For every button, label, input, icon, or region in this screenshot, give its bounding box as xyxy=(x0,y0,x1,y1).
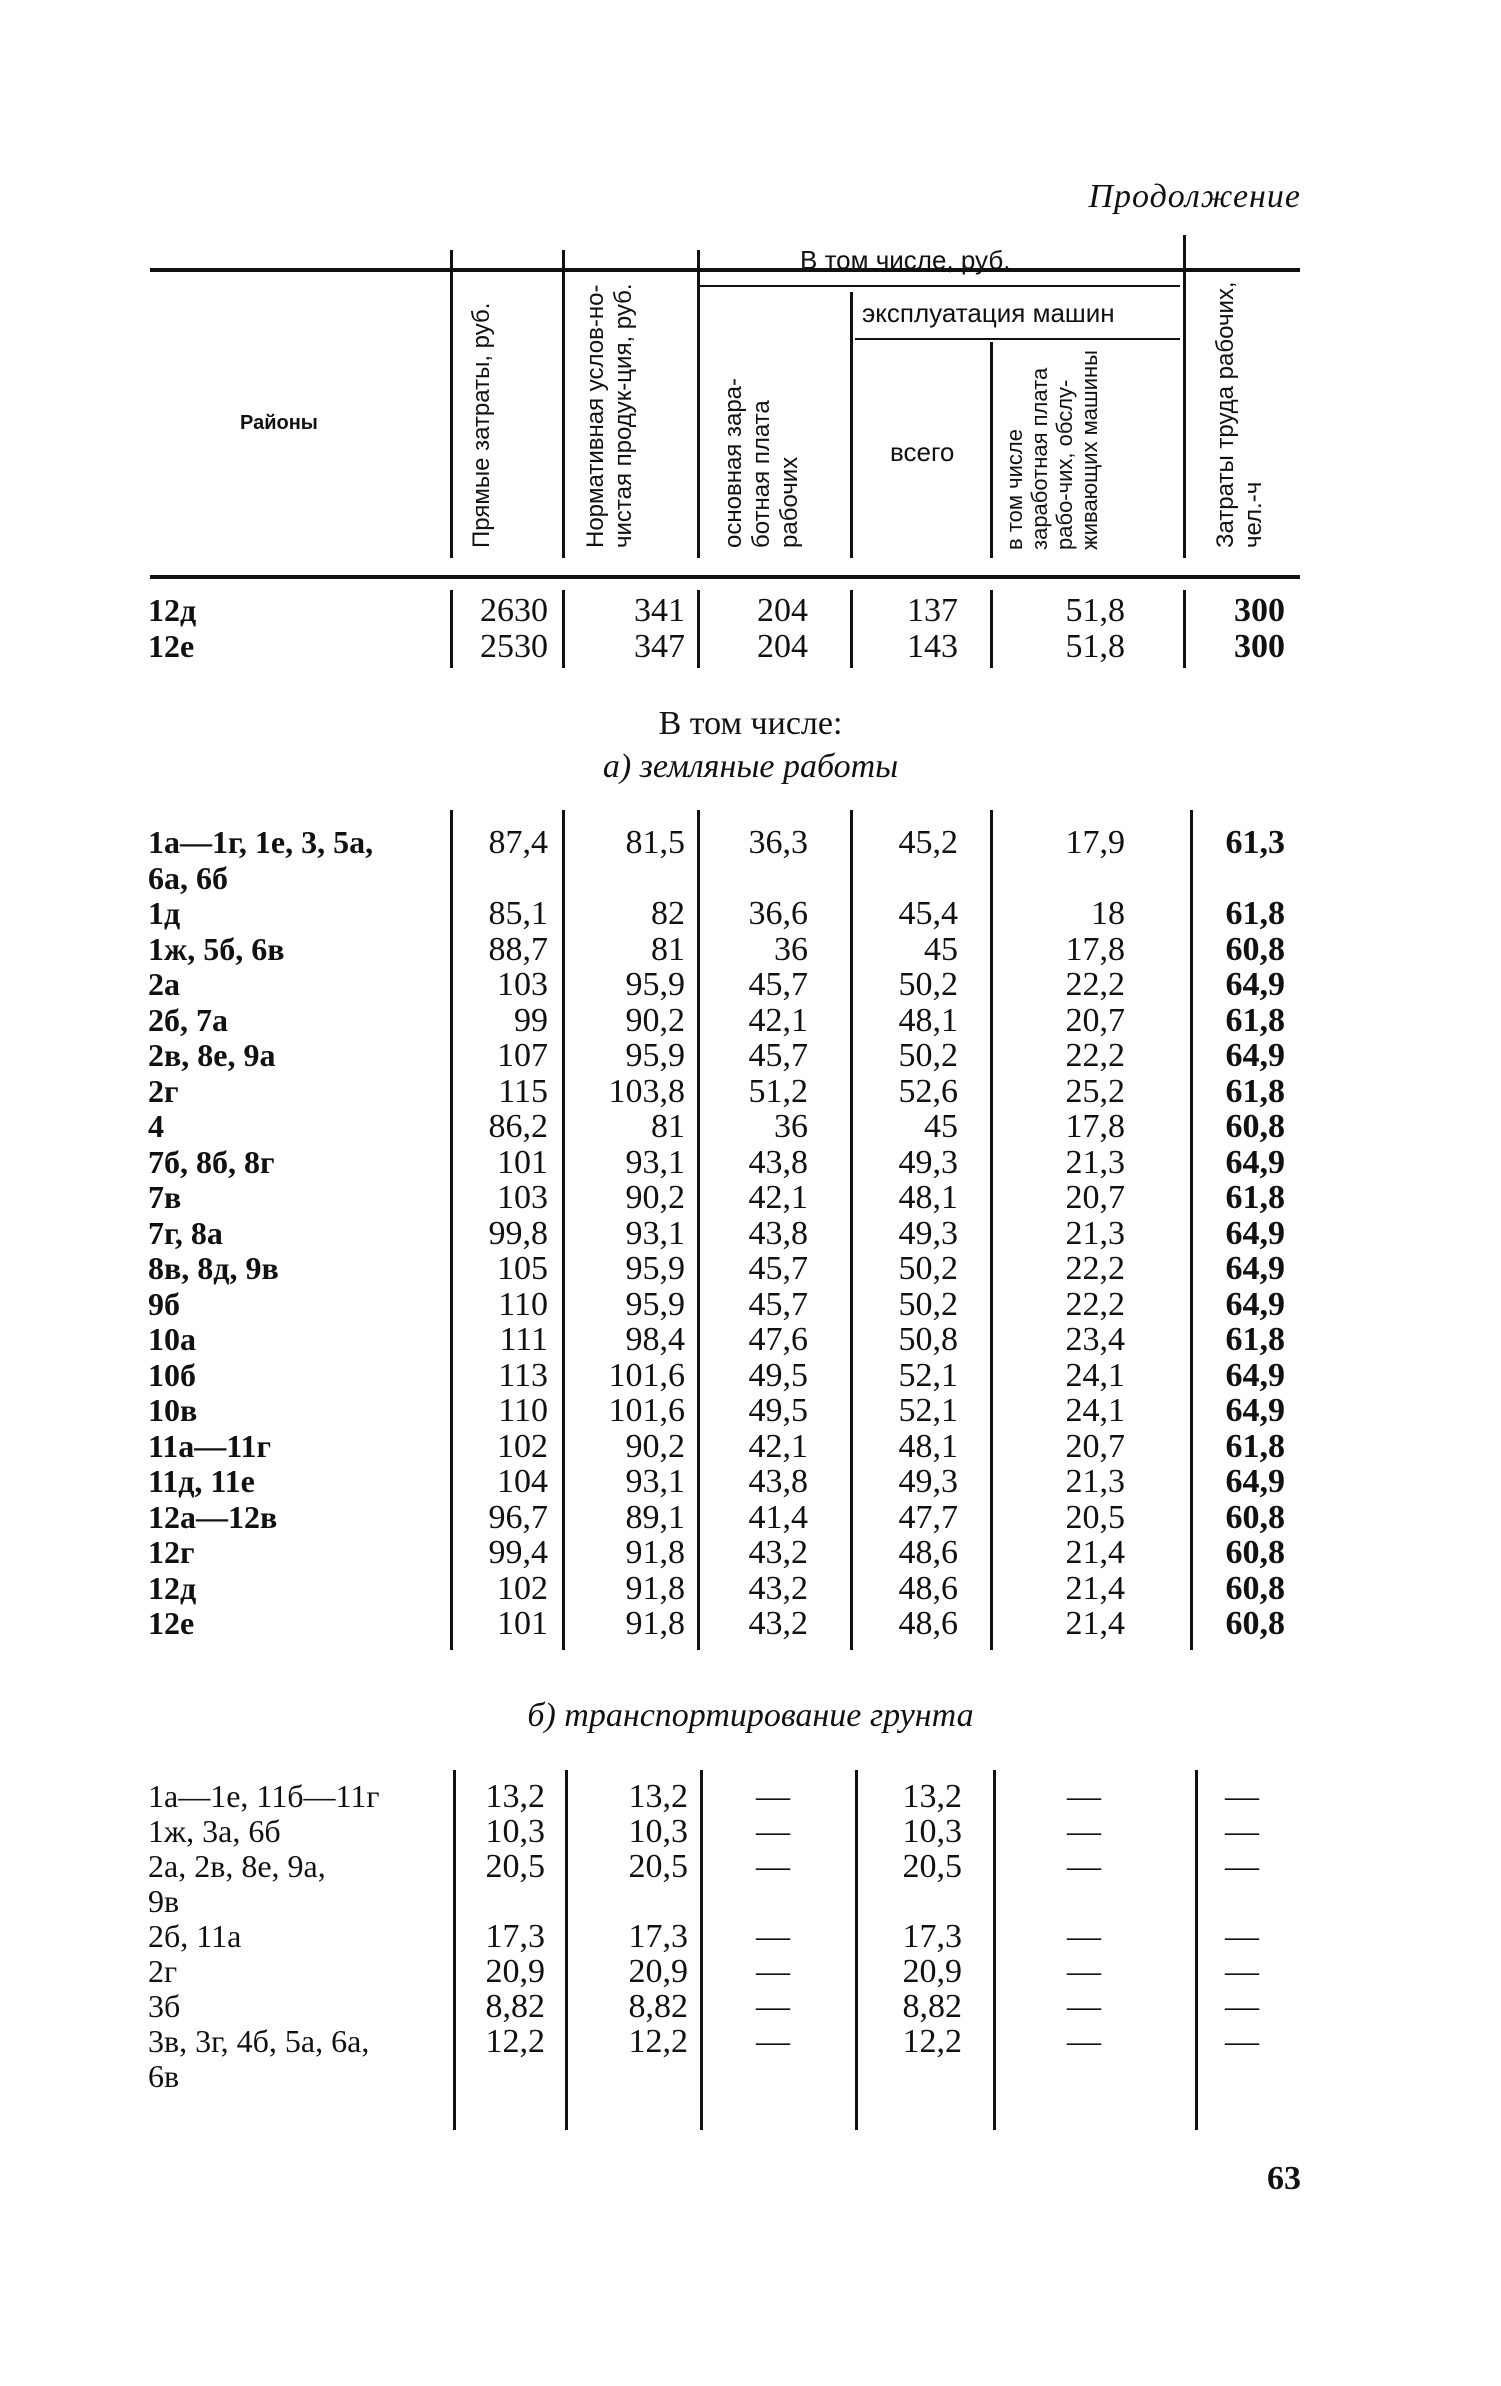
table-row xyxy=(0,966,1501,1002)
row-cell-col-1: 13,2 xyxy=(485,1778,545,1815)
row-cell-col-6: — xyxy=(1225,1778,1259,1815)
row-cell-col-5: — xyxy=(1067,1778,1101,1815)
row-cell-col-3: 45,7 xyxy=(748,1285,808,1323)
row-cell-col-5: 21,3 xyxy=(1065,1463,1125,1500)
row-cell-col-3: 36 xyxy=(774,1108,808,1145)
row-cell-col-6: 61,8 xyxy=(1225,1001,1285,1039)
row-cell-col-6: 61,8 xyxy=(1225,1072,1285,1110)
row-cell-col-3: 47,6 xyxy=(748,1321,808,1358)
row-cell-col-2: 90,2 xyxy=(625,1427,685,1465)
row-region: 1д xyxy=(148,895,181,931)
table-row xyxy=(0,1953,1501,1989)
row-cell-col-3: 43,8 xyxy=(748,1143,808,1181)
row-region: 1а—1г, 1е, 3, 5а, xyxy=(148,824,374,860)
machine-operation-header: эксплуатация машин xyxy=(862,298,1115,328)
row-cell-col-5: 24,1 xyxy=(1065,1356,1125,1394)
table-row xyxy=(0,860,1501,896)
row-cell-col-4: 12,2 xyxy=(902,2023,962,2060)
table-row xyxy=(0,1534,1501,1570)
row-cell-col-5: 22,2 xyxy=(1065,1037,1125,1074)
table-row xyxy=(0,1321,1501,1357)
row-cell-col-1: 17,3 xyxy=(485,1918,545,1955)
table-row xyxy=(0,1179,1501,1215)
row-cell-col-3: — xyxy=(756,1918,790,1955)
row-cell-col-3: 43,8 xyxy=(748,1463,808,1500)
table-row xyxy=(0,1357,1501,1393)
row-cell-col-5: 21,4 xyxy=(1065,1605,1125,1642)
page-number: 63 xyxy=(1267,2160,1301,2197)
header-divider-5 xyxy=(990,342,993,558)
row-cell-col-6: 60,8 xyxy=(1225,1605,1285,1642)
header-divider-4 xyxy=(850,292,853,558)
table-row xyxy=(0,895,1501,931)
row-cell-col-2: 95,9 xyxy=(625,1250,685,1287)
row-cell-col-2: 93,1 xyxy=(625,1214,685,1252)
row-region: 7в xyxy=(148,1179,182,1215)
including-heading: В том числе: xyxy=(658,705,843,742)
row-region: 6в xyxy=(148,2058,180,2094)
table-row xyxy=(0,592,1501,628)
row-cell-col-6: — xyxy=(1225,1813,1259,1850)
header-divider-6 xyxy=(1183,235,1186,558)
row-cell-col-5: 21,3 xyxy=(1065,1143,1125,1181)
row-region: 12е xyxy=(148,1605,195,1641)
table-row xyxy=(0,1918,1501,1954)
row-region: 2г xyxy=(148,1953,178,1989)
row-region: 12д xyxy=(148,592,197,628)
row-cell-col-6: 61,8 xyxy=(1225,895,1285,932)
table-row xyxy=(0,1392,1501,1428)
row-cell-col-3: 36,3 xyxy=(748,824,808,861)
row-cell-col-1: 88,7 xyxy=(488,930,548,968)
row-cell-col-2: 8,82 xyxy=(628,1988,688,2025)
row-cell-col-6: 300 xyxy=(1234,592,1285,629)
row-cell-col-1: 101 xyxy=(497,1143,548,1181)
table-row xyxy=(0,1570,1501,1606)
row-cell-col-1: 87,4 xyxy=(488,824,548,861)
table-row xyxy=(0,1499,1501,1535)
row-cell-col-5: 17,8 xyxy=(1065,930,1125,968)
row-cell-col-2: 90,2 xyxy=(625,1179,685,1216)
table-row xyxy=(0,1073,1501,1109)
row-cell-col-2: 93,1 xyxy=(625,1463,685,1500)
row-cell-col-5: — xyxy=(1067,1918,1101,1955)
row-cell-col-3: — xyxy=(756,1813,790,1850)
row-cell-col-2: 17,3 xyxy=(628,1918,688,1955)
row-cell-col-4: 50,2 xyxy=(898,1250,958,1287)
row-cell-col-5: — xyxy=(1067,1953,1101,1990)
row-cell-col-2: 91,8 xyxy=(625,1605,685,1642)
row-cell-col-1: 99,4 xyxy=(488,1534,548,1571)
row-cell-col-2: 91,8 xyxy=(625,1534,685,1571)
row-cell-col-2: 81 xyxy=(651,1108,685,1145)
row-cell-col-5: 21,4 xyxy=(1065,1534,1125,1571)
row-cell-col-6: 300 xyxy=(1234,628,1285,665)
row-cell-col-6: 64,9 xyxy=(1225,1214,1285,1252)
row-region: 11а—11г xyxy=(148,1427,271,1464)
header-top-rule xyxy=(150,268,1300,272)
row-cell-col-6: — xyxy=(1225,1988,1259,2025)
row-cell-col-1: 102 xyxy=(497,1427,548,1465)
row-region: 12е xyxy=(148,628,195,664)
row-cell-col-4: 10,3 xyxy=(902,1813,962,1850)
row-cell-col-1: 103 xyxy=(497,966,548,1003)
row-cell-col-6: 60,8 xyxy=(1225,930,1285,968)
row-cell-col-6: — xyxy=(1225,2023,1259,2060)
row-cell-col-4: 20,5 xyxy=(902,1848,962,1885)
row-cell-col-6: 64,9 xyxy=(1225,1285,1285,1323)
row-region: 2б, 11а xyxy=(148,1918,242,1954)
row-cell-col-5: 20,5 xyxy=(1065,1498,1125,1536)
normative-net-product-header: Нормативная услов-но-чистая продук-ция, руб. xyxy=(582,283,637,548)
row-cell-col-5: 21,3 xyxy=(1065,1214,1125,1252)
row-cell-col-3: — xyxy=(756,1778,790,1815)
row-cell-col-1: 12,2 xyxy=(485,2023,545,2060)
row-cell-col-3: 36,6 xyxy=(748,895,808,932)
row-cell-col-4: 50,2 xyxy=(898,1285,958,1323)
row-cell-col-2: 82 xyxy=(651,895,685,932)
header-divider-2 xyxy=(562,250,565,558)
row-region: 3б xyxy=(148,1988,181,2024)
row-cell-col-2: 89,1 xyxy=(625,1498,685,1536)
labor-costs-header: Затраты труда рабочих, чел.-ч xyxy=(1212,281,1267,548)
direct-costs-header: Прямые затраты, руб. xyxy=(468,302,495,548)
row-region: 7б, 8б, 8г xyxy=(148,1143,275,1180)
table-row xyxy=(0,1605,1501,1641)
section-a-title: а) земляные работы xyxy=(602,748,899,785)
row-cell-col-2: 20,5 xyxy=(628,1848,688,1885)
row-cell-col-5: 20,7 xyxy=(1065,1001,1125,1039)
row-cell-col-1: 8,82 xyxy=(485,1988,545,2025)
row-cell-col-2: 20,9 xyxy=(628,1953,688,1990)
row-cell-col-4: 52,1 xyxy=(898,1356,958,1394)
row-cell-col-4: 49,3 xyxy=(898,1143,958,1181)
row-cell-col-1: 115 xyxy=(498,1072,548,1110)
row-cell-col-6: — xyxy=(1225,1848,1259,1885)
row-cell-col-6: 60,8 xyxy=(1225,1498,1285,1536)
row-cell-col-2: 95,9 xyxy=(625,1285,685,1323)
row-cell-col-3: 43,2 xyxy=(748,1605,808,1642)
row-cell-col-2: 101,6 xyxy=(608,1392,685,1429)
row-cell-col-1: 102 xyxy=(497,1569,548,1607)
row-cell-col-1: 101 xyxy=(497,1605,548,1642)
row-cell-col-3: — xyxy=(756,2023,790,2060)
row-cell-col-3: 43,8 xyxy=(748,1214,808,1252)
row-region: 9в xyxy=(148,1883,180,1919)
row-cell-col-1: 2530 xyxy=(480,628,548,665)
row-cell-col-2: 347 xyxy=(634,628,685,665)
table-row xyxy=(0,931,1501,967)
row-region: 9б xyxy=(148,1285,180,1322)
row-cell-col-3: — xyxy=(756,1848,790,1885)
row-cell-col-5: 20,7 xyxy=(1065,1179,1125,1216)
row-cell-col-5: 23,4 xyxy=(1065,1321,1125,1358)
row-region: 3в, 3г, 4б, 5а, 6а, xyxy=(148,2023,370,2059)
row-cell-col-1: 20,9 xyxy=(485,1953,545,1990)
row-cell-col-6: 61,8 xyxy=(1225,1427,1285,1465)
row-cell-col-4: 49,3 xyxy=(898,1463,958,1500)
row-cell-col-2: 341 xyxy=(634,592,685,629)
table-row xyxy=(0,1848,1501,1884)
row-cell-col-4: 50,8 xyxy=(898,1321,958,1358)
row-cell-col-1: 105 xyxy=(497,1250,548,1287)
table-row xyxy=(0,1037,1501,1073)
row-cell-col-3: 42,1 xyxy=(748,1179,808,1216)
row-cell-col-3: 42,1 xyxy=(748,1427,808,1465)
row-region: 2г xyxy=(148,1072,179,1109)
row-cell-col-4: 50,2 xyxy=(898,966,958,1003)
row-cell-col-2: 95,9 xyxy=(625,966,685,1003)
row-region: 2б, 7а xyxy=(148,1001,228,1038)
table-row xyxy=(0,1215,1501,1251)
row-region: 8в, 8д, 9в xyxy=(148,1250,279,1286)
row-cell-col-3: 42,1 xyxy=(748,1001,808,1039)
continuation-label: Продолжение xyxy=(1088,178,1301,215)
row-cell-col-3: 51,2 xyxy=(748,1072,808,1110)
row-cell-col-1: 2630 xyxy=(480,592,548,629)
section-b-title: б) транспортирование грунта xyxy=(527,1697,974,1734)
row-cell-col-5: 51,8 xyxy=(1065,628,1125,665)
row-cell-col-4: 50,2 xyxy=(898,1037,958,1074)
row-cell-col-6: — xyxy=(1225,1953,1259,1990)
row-region: 1ж, 5б, 6в xyxy=(148,930,285,967)
row-cell-col-1: 86,2 xyxy=(488,1108,548,1145)
including-rub-header: В том числе, руб. xyxy=(800,245,1011,275)
row-region: 7г, 8а xyxy=(148,1214,223,1251)
row-cell-col-2: 91,8 xyxy=(625,1569,685,1607)
row-cell-col-1: 110 xyxy=(498,1285,548,1323)
row-cell-col-4: 45 xyxy=(924,1108,958,1145)
row-cell-col-1: 111 xyxy=(499,1321,548,1358)
basic-wage-header: основная зара-ботная плата рабочих xyxy=(720,377,803,548)
row-region: 2а, 2в, 8е, 9а, xyxy=(148,1848,326,1884)
row-cell-col-5: 17,9 xyxy=(1065,824,1125,861)
row-cell-col-4: 17,3 xyxy=(902,1918,962,1955)
table-row xyxy=(0,2023,1501,2059)
row-cell-col-3: 45,7 xyxy=(748,1037,808,1074)
header-divider-1 xyxy=(450,250,453,558)
row-cell-col-6: 64,9 xyxy=(1225,1037,1285,1074)
row-cell-col-2: 12,2 xyxy=(628,2023,688,2060)
row-region: 11д, 11е xyxy=(148,1463,255,1499)
table-row xyxy=(0,2058,1501,2094)
row-cell-col-1: 110 xyxy=(498,1392,548,1429)
row-cell-col-3: 204 xyxy=(757,628,808,665)
table-row xyxy=(0,1883,1501,1919)
row-region: 10в xyxy=(148,1392,198,1428)
row-cell-col-5: 22,2 xyxy=(1065,966,1125,1003)
table-row xyxy=(0,1002,1501,1038)
including-underline xyxy=(700,285,1180,287)
table-row xyxy=(0,628,1501,664)
row-cell-col-1: 10,3 xyxy=(485,1813,545,1850)
row-cell-col-6: 61,3 xyxy=(1225,824,1285,861)
row-cell-col-1: 20,5 xyxy=(485,1848,545,1885)
row-cell-col-3: 45,7 xyxy=(748,966,808,1003)
row-cell-col-3: 204 xyxy=(757,592,808,629)
row-cell-col-4: 137 xyxy=(907,592,958,629)
row-region: 12д xyxy=(148,1569,197,1606)
row-cell-col-3: 43,2 xyxy=(748,1534,808,1571)
row-cell-col-4: 52,1 xyxy=(898,1392,958,1429)
row-cell-col-4: 8,82 xyxy=(902,1988,962,2025)
row-cell-col-3: 45,7 xyxy=(748,1250,808,1287)
row-cell-col-6: 60,8 xyxy=(1225,1108,1285,1145)
row-cell-col-1: 113 xyxy=(498,1356,548,1394)
row-cell-col-6: 61,8 xyxy=(1225,1321,1285,1358)
row-cell-col-6: — xyxy=(1225,1918,1259,1955)
table-row xyxy=(0,1988,1501,2024)
row-cell-col-1: 96,7 xyxy=(488,1498,548,1536)
row-region: 12г xyxy=(148,1534,195,1570)
row-cell-col-4: 45 xyxy=(924,930,958,968)
table-row xyxy=(0,1813,1501,1849)
row-cell-col-1: 104 xyxy=(497,1463,548,1500)
row-cell-col-5: 24,1 xyxy=(1065,1392,1125,1429)
row-cell-col-5: 51,8 xyxy=(1065,592,1125,629)
row-cell-col-5: 18 xyxy=(1091,895,1125,932)
row-cell-col-6: 64,9 xyxy=(1225,1356,1285,1394)
row-cell-col-2: 98,4 xyxy=(625,1321,685,1358)
row-cell-col-3: 43,2 xyxy=(748,1569,808,1607)
row-cell-col-5: 20,7 xyxy=(1065,1427,1125,1465)
row-cell-col-4: 48,1 xyxy=(898,1179,958,1216)
row-cell-col-4: 143 xyxy=(907,628,958,665)
row-cell-col-1: 107 xyxy=(497,1037,548,1074)
row-cell-col-1: 103 xyxy=(497,1179,548,1216)
row-cell-col-5: — xyxy=(1067,1848,1101,1885)
row-cell-col-4: 48,1 xyxy=(898,1427,958,1465)
row-cell-col-4: 52,6 xyxy=(898,1072,958,1110)
row-cell-col-4: 13,2 xyxy=(902,1778,962,1815)
row-region: 4 xyxy=(148,1108,164,1144)
row-region: 2а xyxy=(148,966,180,1002)
row-cell-col-6: 61,8 xyxy=(1225,1179,1285,1216)
row-cell-col-5: 25,2 xyxy=(1065,1072,1125,1110)
row-cell-col-2: 90,2 xyxy=(625,1001,685,1039)
table-row xyxy=(0,824,1501,860)
row-cell-col-4: 45,2 xyxy=(898,824,958,861)
row-cell-col-5: — xyxy=(1067,1813,1101,1850)
total-header: всего xyxy=(890,437,955,467)
row-cell-col-6: 60,8 xyxy=(1225,1569,1285,1607)
row-region: 12а—12в xyxy=(148,1498,278,1535)
table-row xyxy=(0,1428,1501,1464)
row-region: 2в, 8е, 9а xyxy=(148,1037,276,1073)
row-cell-col-6: 64,9 xyxy=(1225,1250,1285,1287)
header-divider-3 xyxy=(697,250,700,558)
row-cell-col-2: 81,5 xyxy=(625,824,685,861)
row-cell-col-6: 60,8 xyxy=(1225,1534,1285,1571)
row-cell-col-4: 47,7 xyxy=(898,1498,958,1536)
row-cell-col-4: 48,1 xyxy=(898,1001,958,1039)
row-cell-col-1: 99,8 xyxy=(488,1214,548,1252)
regions-header: Районы xyxy=(240,412,318,434)
table-row xyxy=(0,1250,1501,1286)
row-cell-col-2: 81 xyxy=(651,930,685,968)
row-region: 1ж, 3а, 6б xyxy=(148,1813,281,1849)
row-cell-col-4: 20,9 xyxy=(902,1953,962,1990)
row-cell-col-5: 21,4 xyxy=(1065,1569,1125,1607)
row-cell-col-6: 64,9 xyxy=(1225,966,1285,1003)
header-bottom-rule xyxy=(150,575,1300,579)
table-row xyxy=(0,1144,1501,1180)
row-cell-col-2: 93,1 xyxy=(625,1143,685,1181)
row-cell-col-2: 103,8 xyxy=(608,1072,685,1110)
row-cell-col-3: 49,5 xyxy=(748,1356,808,1394)
row-cell-col-4: 48,6 xyxy=(898,1569,958,1607)
row-cell-col-5: — xyxy=(1067,1988,1101,2025)
row-cell-col-6: 64,9 xyxy=(1225,1392,1285,1429)
table-row xyxy=(0,1108,1501,1144)
row-cell-col-5: 17,8 xyxy=(1065,1108,1125,1145)
row-cell-col-5: — xyxy=(1067,2023,1101,2060)
row-region: 10а xyxy=(148,1321,196,1357)
row-cell-col-6: 64,9 xyxy=(1225,1143,1285,1181)
row-cell-col-4: 45,4 xyxy=(898,895,958,932)
row-cell-col-3: — xyxy=(756,1953,790,1990)
machine-wage-header: в том числе заработная плата рабо-чих, обслу-живающих машины xyxy=(1002,350,1102,550)
row-cell-col-5: 22,2 xyxy=(1065,1285,1125,1323)
table-row xyxy=(0,1778,1501,1814)
row-region: 10б xyxy=(148,1356,196,1393)
row-cell-col-4: 48,6 xyxy=(898,1534,958,1571)
row-cell-col-3: — xyxy=(756,1988,790,2025)
row-cell-col-3: 41,4 xyxy=(748,1498,808,1536)
row-cell-col-5: 22,2 xyxy=(1065,1250,1125,1287)
row-region: 6а, 6б xyxy=(148,859,228,896)
table-row xyxy=(0,1286,1501,1322)
row-cell-col-3: 49,5 xyxy=(748,1392,808,1429)
row-cell-col-2: 13,2 xyxy=(628,1778,688,1815)
row-cell-col-2: 95,9 xyxy=(625,1037,685,1074)
row-cell-col-3: 36 xyxy=(774,930,808,968)
row-cell-col-2: 101,6 xyxy=(608,1356,685,1394)
row-cell-col-4: 49,3 xyxy=(898,1214,958,1252)
row-cell-col-1: 99 xyxy=(514,1001,548,1039)
row-cell-col-6: 64,9 xyxy=(1225,1463,1285,1500)
row-cell-col-1: 85,1 xyxy=(488,895,548,932)
row-cell-col-4: 48,6 xyxy=(898,1605,958,1642)
table-row xyxy=(0,1463,1501,1499)
row-cell-col-2: 10,3 xyxy=(628,1813,688,1850)
row-region: 1а—1е, 11б—11г xyxy=(148,1778,380,1814)
